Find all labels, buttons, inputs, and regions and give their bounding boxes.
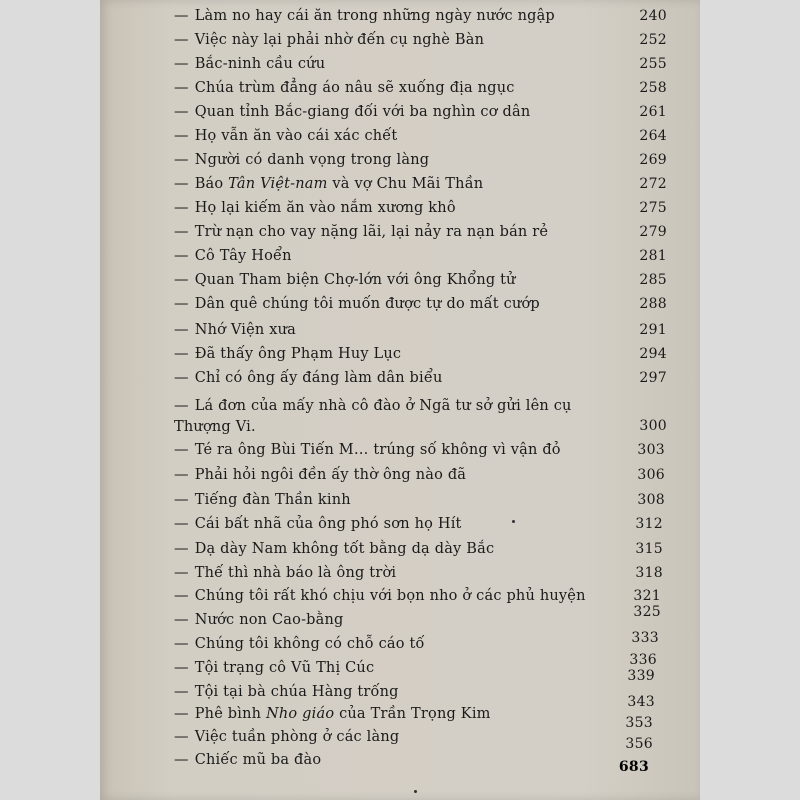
entry-page: 240 xyxy=(639,8,667,24)
entry-page: 303 xyxy=(637,442,665,458)
entry-title: Họ vẫn ăn vào cái xác chết xyxy=(194,128,398,144)
entry-page: 258 xyxy=(639,80,667,96)
entry-page: 306 xyxy=(637,467,665,483)
entry-page: 281 xyxy=(639,248,667,264)
entry-title: Làm no hay cái ăn trong những ngày nước ngập xyxy=(194,8,555,24)
entry-title: Chỉ có ông ấy đáng làm dân biểu xyxy=(194,370,443,386)
entry-page: 315 xyxy=(635,541,663,557)
entry-page: 300 xyxy=(639,418,667,434)
page-folio: 683 xyxy=(618,759,649,775)
entry-title: Báo Tân Việt-nam và vợ Chu Mãi Thần xyxy=(194,176,484,192)
entry-page: 285 xyxy=(639,272,667,288)
entry-page: 297 xyxy=(639,370,667,386)
entry-page: 312 xyxy=(635,516,663,532)
entry-page: 321 xyxy=(633,588,661,604)
entry-title: Dân quê chúng tôi muốn được tự do mất cướp xyxy=(194,296,540,312)
ink-speck xyxy=(512,520,515,523)
entry-page: 294 xyxy=(639,346,667,362)
entry-page: 264 xyxy=(639,128,667,144)
entry-title: Lá đơn của mấy nhà cô đào ở Ngã tư sở gửi lên cụ Thượng Vi. xyxy=(174,398,572,435)
entry-title: Trừ nạn cho vay nặng lãi, lại nảy ra nạn bán rẻ xyxy=(194,224,549,240)
entry-title: Phê bình Nho giáo của Trần Trọng Kim xyxy=(194,706,491,722)
entry-page: 308 xyxy=(637,492,665,508)
entry-title: Dạ dày Nam không tốt bằng dạ dày Bắc xyxy=(194,541,495,557)
entry-title: Đã thấy ông Phạm Huy Lục xyxy=(194,346,402,362)
entry-page: 336 xyxy=(629,652,657,668)
entry-title: Cô Tây Hoển xyxy=(194,248,292,264)
entry-title: Nước non Cao-bằng xyxy=(194,612,344,628)
entry-title: Té ra ông Bùi Tiến M… trúng số không vì vận đỏ xyxy=(194,442,561,458)
book-page xyxy=(100,0,700,800)
entry-title: Chúa trùm đẳng áo nâu sẽ xuống địa ngục xyxy=(194,80,515,96)
entry-title: Chúng tôi rất khó chịu với bọn nho ở các phủ huyện xyxy=(194,588,586,604)
entry-title: Việc tuần phòng ở các làng xyxy=(194,729,400,745)
entry-page: 356 xyxy=(625,736,653,752)
entry-title: Nhớ Viện xưa xyxy=(194,322,297,338)
table-of-contents: — Làm no hay cái ăn trong những ngày nước ngập 240 — Việc này lại phải nhờ đến cụ nghè Bàn 252 — Bắc-ninh cầu cứu 255 — Chúa trùm đẳng áo nâu sẽ xuống địa ngục 258 — Quan tỉnh Bắc-giang đối với ba nghìn cơ dân 261 — Họ vẫn ăn vào cái xác chết 264 — Người có danh vọng trong làng 269 — Báo Tân Việt-nam và vợ Chu Mãi Thần 272 — Họ lại kiếm ăn vào nắm xương khô 275 — Trừ nạn cho vay nặng lãi, lại nảy ra nạn bán rẻ 279 — Cô Tây Hoển 281 — Quan Tham biện Chợ-lớn với ông Khổng tử 285 — Dân quê chúng tôi muốn được tự do mất cướp 288 — Nhớ Viện xưa 291 — Đã thấy ông Phạm Huy Lục 294 — Chỉ có ông ấy đáng làm dân biểu 297 — Lá đơn của mấy nhà cô đào ở Ngã tư sở gửi lên cụ Thượng Vi. 300 — Té ra ông Bùi Tiến M… trúng số không vì vận đỏ 303 — Phải hỏi ngôi đền ấy thờ ông nào đã 306 — Tiếng đàn Thần kinh 308 — Cái bất nhã của ông phó sơn họ Hít 312 — Dạ dày Nam không tốt bằng dạ dày Bắc 315 — Thế thì nhà báo là ông trời 318 — Chúng tôi rất khó chịu với bọn nho ở các phủ huyện 321 — Nước non Cao-bằng 325 — Chúng tôi không có chỗ cáo tố 333 — Tội trạng cô Vũ Thị Cúc 336 — Tội tại bà chúa Hàng trống 339 — Phê bình Nho giáo của Trần Trọng Kim 343 — Việc tuần phòng ở các làng 353 — Chiếc mũ ba đào 356 683 xyxy=(100,0,700,800)
entry-page: 288 xyxy=(639,296,667,312)
entry-page: 325 xyxy=(633,604,661,620)
entry-title: Bắc-ninh cầu cứu xyxy=(194,56,326,72)
entry-title: Cái bất nhã của ông phó sơn họ Hít xyxy=(194,516,462,532)
entry-page: 275 xyxy=(639,200,667,216)
entry-title: Họ lại kiếm ăn vào nắm xương khô xyxy=(194,200,456,216)
entry-title: Thế thì nhà báo là ông trời xyxy=(194,565,397,581)
entry-title: Người có danh vọng trong làng xyxy=(194,152,430,168)
entry-page: 333 xyxy=(631,630,659,646)
entry-title: Chiếc mũ ba đào xyxy=(194,752,322,768)
entry-page: 272 xyxy=(639,176,667,192)
entry-page: 279 xyxy=(639,224,667,240)
entry-title: Tội trạng cô Vũ Thị Cúc xyxy=(194,660,375,676)
entry-title: Tội tại bà chúa Hàng trống xyxy=(194,684,399,700)
entry-title: Chúng tôi không có chỗ cáo tố xyxy=(194,636,425,652)
entry-title: Quan Tham biện Chợ-lớn với ông Khổng tử xyxy=(194,272,516,288)
entry-page: 291 xyxy=(639,322,667,338)
entry-page: 252 xyxy=(639,32,667,48)
entry-page: 339 xyxy=(627,668,655,684)
entry-page: 269 xyxy=(639,152,667,168)
entry-page: 353 xyxy=(625,715,653,731)
entry-title: Tiếng đàn Thần kinh xyxy=(194,492,351,508)
entry-title: Quan tỉnh Bắc-giang đối với ba nghìn cơ dân xyxy=(194,104,531,120)
entry-page: 255 xyxy=(639,56,667,72)
entry-title: Phải hỏi ngôi đền ấy thờ ông nào đã xyxy=(194,467,467,483)
entry-title: Việc này lại phải nhờ đến cụ nghè Bàn xyxy=(194,32,485,48)
ink-speck xyxy=(414,790,417,793)
entry-page: 261 xyxy=(639,104,667,120)
entry-page: 343 xyxy=(627,694,655,710)
entry-page: 318 xyxy=(635,565,663,581)
